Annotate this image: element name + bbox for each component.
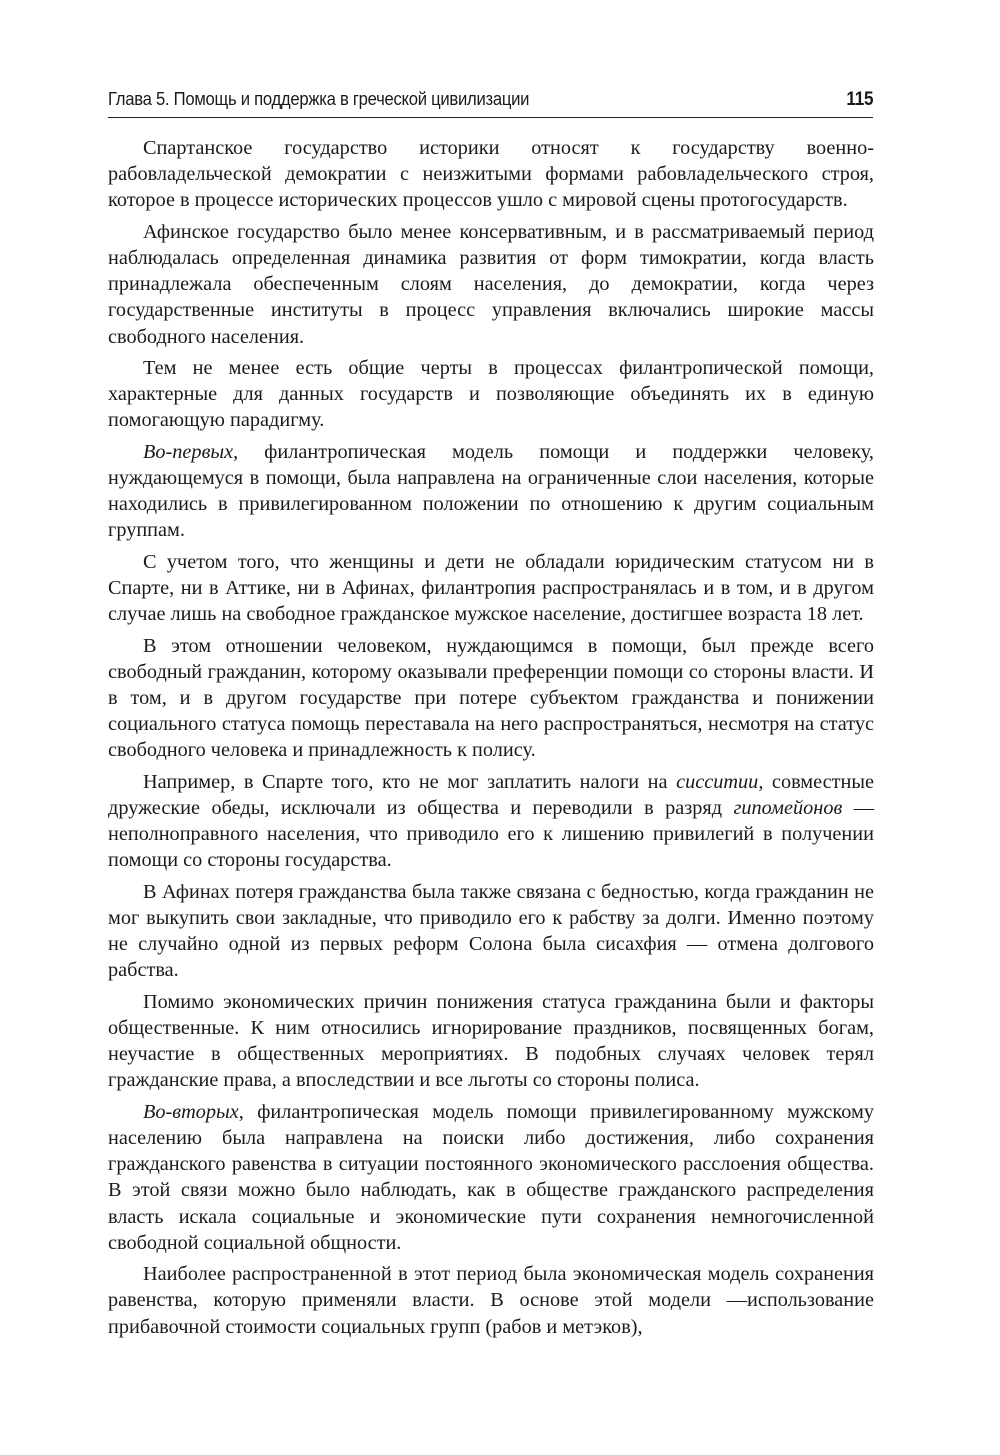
text-run: Тем не менее есть общие черты в процессах филантропической помощи, характерные для данных государств и позволяющие объединять их в единую помогающую парадигму. [108,357,874,432]
italic-term: Во-вторых [143,1100,239,1123]
paragraph [108,1099,874,1256]
paragraph [108,989,874,1094]
running-header [108,88,873,118]
paragraph [108,1261,874,1340]
paragraph [108,219,874,350]
paragraph [108,879,874,984]
page-number: 115 [846,89,874,110]
body-text [108,135,874,1340]
chapter-title: Глава 5. Помощь и поддержка в греческой цивилизации [108,88,530,109]
text-run: — неполноправного населения, что приводило его к лишению привилегий в получении помощи со стороны государства. [108,797,874,872]
paragraph [108,549,874,628]
text-run: Афинское государство было менее консервативным, и в рассматриваемый период наблюдалась определенная динамика развития от форм тимократии, когда власть принадлежала обеспеченным слоям населения, до демократии, когда через государственные институты в процесс управления включались широкие массы свободного населения. [108,220,874,348]
paragraph [108,439,874,544]
text-run: Спартанское государство историки относят к государству военно-рабовладельческой демократии с неизжитыми формами рабовладельческого строя, которое в процессе исторических процессов ушло с мировой сцены протогосударств. [108,137,874,212]
text-run: Помимо экономических причин понижения статуса гражданина были и факторы общественные. К ним относились игнорирование праздников, посвященных богам, неучастие в общественных мероприятиях. В подобных случаях человек терял гражданские права, а впоследствии и все льготы со стороны полиса. [108,990,874,1092]
text-run: В этом отношении человеком, нуждающимся в помощи, был прежде всего свободный гражданин, которому оказывали преференции помощи со стороны власти. И в том, и в другом государстве при потере субъектом гражданства и понижении социального статуса помощь переставала на него распространяться, несмотря на статус свободного человека и принадлежность к полису. [108,634,874,762]
paragraph [108,355,874,434]
book-page [108,88,874,1345]
text-run: В Афинах потеря гражданства была также связана с бедностью, когда гражданин не мог выкупить свои закладные, что приводило его к рабству за долги. Именно поэтому не случайно одной из первых реформ Солона была сисахфия — отмена долгового рабства. [108,880,874,982]
text-run: Наиболее распространенной в этот период была экономическая модель сохранения равенства, которую применяли власти. В основе этой модели —использование прибавочной стоимости социальных групп (рабов и метэков), [108,1263,874,1338]
paragraph [108,769,874,874]
italic-term: сисситии [676,770,759,793]
text-run: , совместные дружеские обеды, исключали из общества и переводили в разряд [108,770,874,819]
text-run: , филантропическая модель помощи и поддержки человеку, нуждающемуся в помощи, была направлена на ограниченные слои населения, которые находились в привилегированном положении по отношению к другим социальным группам. [108,440,874,542]
text-run: , филантропическая модель помощи привилегированному мужскому населению была направлена на поиски либо достижения, либо сохранения гражданского равенства в ситуации постоянного экономического расслоения общества. В этой связи можно было наблюдать, как в обществе гражданского распределения власть искала социальные и экономические пути сохранения немногочисленной свободной социальной общности. [108,1100,874,1254]
paragraph [108,135,874,214]
italic-term: Во-первых [143,440,234,463]
paragraph [108,633,874,764]
text-run: Например, в Спарте того, кто не мог заплатить налоги на [143,770,677,793]
text-run: С учетом того, что женщины и дети не обладали юридическим статусом ни в Спарте, ни в Аттике, ни в Афинах, филантропия распространялась и в том, и в другом случае лишь на свободное гражданское мужское население, достигшее возраста 18 лет. [108,550,874,626]
italic-term: гипомейонов [733,797,843,819]
